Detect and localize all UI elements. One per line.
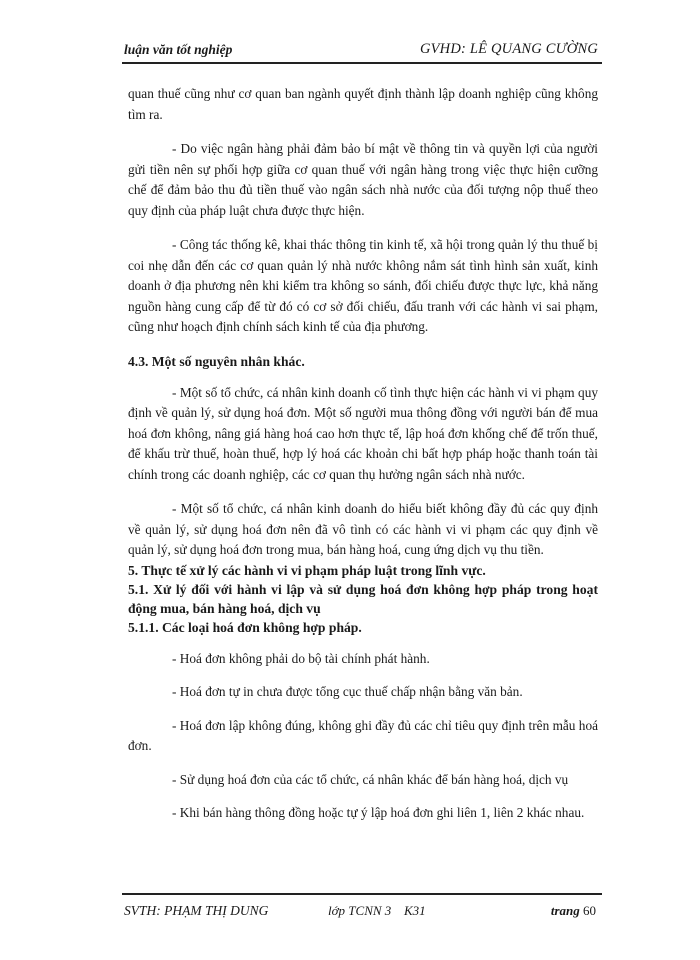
paragraph-5: - Một số tổ chức, cá nhân kinh doanh do hiểu biết không đầy đủ các quy định về quản lý, sử dụng hoá đơn nên đã vô tình có các hành vi vi phạm các quy định về quản lý, sử dụng hoá đơn trong mua, bán hàng hoá, cung ứng dịch vụ thu tiền. xyxy=(128,501,598,557)
paragraph-3: - Công tác thống kê, khai thác thông tin kinh tế, xã hội trong quản lý thu thuế bị coi nhẹ dẫn đến các cơ quan quản lý nhà nước không nắm sát tình hình sản xuất, kinh doanh ở địa phương nên khi kiểm tra không so sánh, đối chiếu được thực lực, khả năng nguồn hàng cung cấp để từ đó có cơ sở đối chiếu, đấu tranh với các hành vi sai phạm, cũng như hoạch định chính sách kinh tế của địa phương. xyxy=(128,237,598,334)
footer-student: SVTH: PHẠM THỊ DUNG xyxy=(124,903,269,918)
header-advisor: GVHD: LÊ QUANG CƯỜNG xyxy=(419,41,598,57)
footer-page-label: trang xyxy=(550,903,580,918)
list-item: - Sử dụng hoá đơn của các tổ chức, cá nhân khác để bán hàng hoá, dịch vụ xyxy=(172,771,569,787)
paragraph-2: - Do việc ngân hàng phải đảm bảo bí mật về thông tin và quyền lợi của người gửi tiền nên sự phối hợp giữa cơ quan thuế với ngân hàng trong việc thực hiện cưỡng chế để đảm bảo thu đủ tiền thuế vào ngân sách nhà nước của đối tượng nộp thuế theo quy định của pháp luật chưa được thực hiện. xyxy=(128,141,598,218)
footer-class: lớp TCNN 3 xyxy=(328,903,392,918)
footer-cohort: K31 xyxy=(404,903,426,918)
paragraph-1: quan thuế cũng như cơ quan ban ngành quyết định thành lập doanh nghiệp cũng không tìm ra. xyxy=(128,86,598,122)
header-thesis-label: luận văn tốt nghiệp xyxy=(124,42,233,57)
heading-5: 5. Thực tế xử lý các hành vi vi phạm pháp luật trong lĩnh vực. xyxy=(128,562,486,578)
list-item: - Hoá đơn lập không đúng, không ghi đầy đủ các chỉ tiêu quy định trên mẫu hoá đơn. xyxy=(128,717,598,753)
illegal-invoice-list xyxy=(128,649,598,824)
list-item: - Hoá đơn không phải do bộ tài chính phát hành. xyxy=(172,650,430,666)
document-body xyxy=(128,84,598,837)
paragraph-4: - Một số tổ chức, cá nhân kinh doanh cố tình thực hiện các hành vi vi phạm quy định về quản lý, sử dụng hoá đơn. Một số người mua thông đồng với người bán để mua hoá đơn không, nâng giá hàng hoá cao hơn thực tế, lập hoá đơn khống chế để trốn thuế, để khấu trừ thuế, hoàn thuế, hợp lý hoá các khoản chi bất hợp pháp hoặc thanh toán tài chính trong các doanh nghiệp, các cơ quan thụ hưởng ngân sách nhà nước. xyxy=(128,384,598,482)
heading-5-1: 5.1. Xử lý đối với hành vi lập và sử dụng hoá đơn không hợp pháp trong hoạt động mua, bán hàng hoá, dịch vụ xyxy=(128,581,598,616)
page-footer xyxy=(122,893,602,925)
heading-4-3: 4.3. Một số nguyên nhân khác. xyxy=(128,353,305,369)
heading-5-1-1: 5.1.1. Các loại hoá đơn không hợp pháp. xyxy=(128,619,362,635)
list-item: - Hoá đơn tự in chưa được tổng cục thuế chấp nhận bằng văn bản. xyxy=(172,684,523,699)
footer-page xyxy=(551,903,596,919)
list-item: - Khi bán hàng thông đồng hoặc tự ý lập hoá đơn ghi liên 1, liên 2 khác nhau. xyxy=(172,805,585,820)
page-header xyxy=(122,38,602,64)
page-number: 60 xyxy=(583,903,596,918)
